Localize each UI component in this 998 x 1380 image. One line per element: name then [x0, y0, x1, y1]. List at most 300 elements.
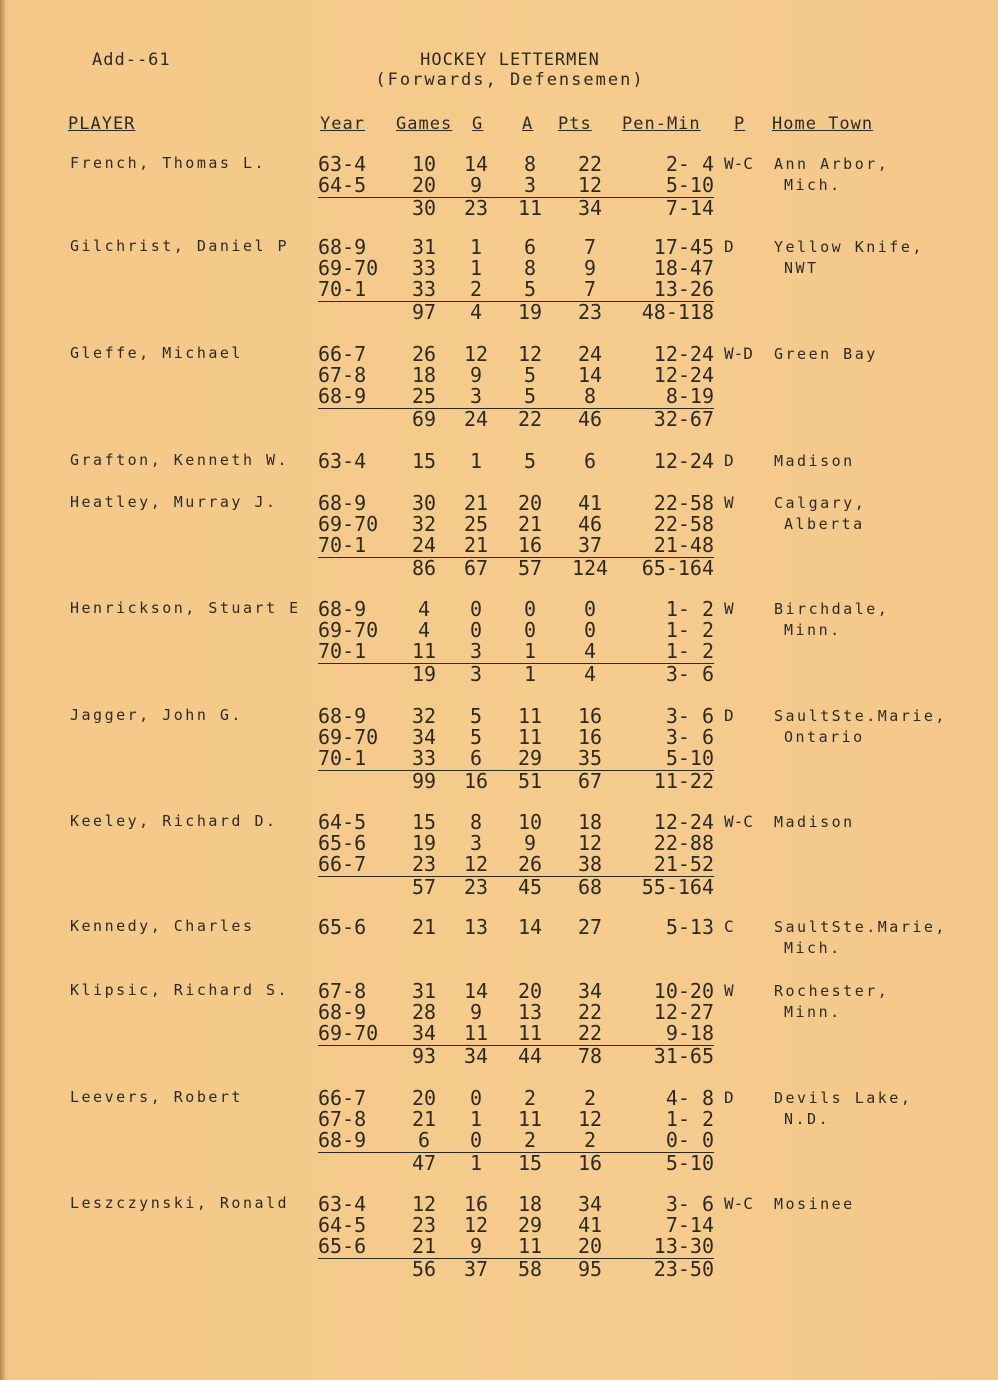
games-cell: 34 — [411, 725, 437, 749]
home-town-line-1: Madison — [774, 813, 855, 831]
penalty-minutes-cell: 5-13 — [665, 915, 714, 939]
column-header-games: Games — [396, 114, 453, 134]
assists-cell: 13 — [517, 1000, 543, 1024]
player-position: D — [724, 706, 734, 725]
games-cell: 18 — [411, 363, 437, 387]
player-position: C — [724, 917, 734, 936]
assists-cell: 1 — [523, 639, 537, 663]
season-row — [0, 386, 998, 407]
season-row — [0, 1215, 998, 1236]
total-penalty-minutes-cell: 11-22 — [653, 769, 714, 793]
assists-cell: 2 — [523, 1086, 537, 1110]
penalty-minutes-cell: 8-19 — [665, 384, 714, 408]
assists-cell: 9 — [523, 831, 537, 855]
penalty-minutes-cell: 21-52 — [653, 852, 714, 876]
total-assists-cell: 58 — [517, 1257, 543, 1281]
penalty-minutes-cell: 3- 6 — [665, 725, 714, 749]
player-position: D — [724, 237, 734, 256]
home-town-line-2: Ontario — [784, 728, 865, 746]
games-cell: 4 — [417, 597, 431, 621]
season-year: 69-70 — [318, 725, 379, 749]
penalty-minutes-cell: 12-24 — [653, 810, 714, 834]
season-row — [0, 344, 998, 365]
games-cell: 33 — [411, 746, 437, 770]
penalty-minutes-cell: 18-47 — [653, 256, 714, 280]
total-games-cell: 86 — [411, 556, 437, 580]
player-entry — [0, 599, 998, 689]
season-row — [0, 154, 998, 175]
points-cell: 16 — [577, 704, 603, 728]
points-cell: 22 — [577, 1021, 603, 1045]
season-row — [0, 812, 998, 833]
season-year: 63-4 — [318, 152, 367, 176]
assists-cell: 11 — [517, 704, 543, 728]
player-name: Keeley, Richard D. — [70, 812, 278, 830]
season-row — [0, 1236, 998, 1257]
season-year: 69-70 — [318, 1021, 379, 1045]
season-row — [0, 833, 998, 854]
total-assists-cell: 1 — [523, 662, 537, 686]
player-name: Gilchrist, Daniel P — [70, 237, 290, 255]
season-row — [0, 1088, 998, 1109]
player-name: Henrickson, Stuart E — [70, 599, 301, 617]
games-cell: 21 — [411, 1107, 437, 1131]
column-header-position: P — [734, 114, 746, 134]
games-cell: 20 — [411, 1086, 437, 1110]
points-cell: 20 — [577, 1234, 603, 1258]
player-position: W-C — [724, 1194, 753, 1213]
total-games-cell: 97 — [411, 300, 437, 324]
home-town-line-1: Mosinee — [774, 1195, 855, 1213]
home-town-line-1: Calgary, — [774, 494, 867, 512]
season-row — [0, 535, 998, 556]
goals-cell: 11 — [463, 1021, 489, 1045]
player-name: Jagger, John G. — [70, 706, 243, 724]
total-penalty-minutes-cell: 32-67 — [653, 407, 714, 431]
player-position: W-D — [724, 344, 753, 363]
assists-cell: 26 — [517, 852, 543, 876]
points-cell: 2 — [583, 1128, 597, 1152]
goals-cell: 3 — [469, 639, 483, 663]
assists-cell: 10 — [517, 810, 543, 834]
games-cell: 15 — [411, 810, 437, 834]
column-header-assists: A — [522, 114, 534, 134]
season-row — [0, 258, 998, 279]
assists-cell: 20 — [517, 491, 543, 515]
total-points-cell: 124 — [571, 556, 609, 580]
total-games-cell: 57 — [411, 875, 437, 899]
season-row — [0, 981, 998, 1002]
goals-cell: 12 — [463, 852, 489, 876]
season-year: 64-5 — [318, 1213, 367, 1237]
total-games-cell: 56 — [411, 1257, 437, 1281]
season-year: 68-9 — [318, 384, 367, 408]
total-points-cell: 46 — [577, 407, 603, 431]
points-cell: 7 — [583, 235, 597, 259]
total-points-cell: 34 — [577, 196, 603, 220]
penalty-minutes-cell: 5-10 — [665, 173, 714, 197]
total-assists-cell: 11 — [517, 196, 543, 220]
goals-cell: 5 — [469, 725, 483, 749]
season-year: 68-9 — [318, 491, 367, 515]
points-cell: 18 — [577, 810, 603, 834]
season-row — [0, 1194, 998, 1215]
points-cell: 37 — [577, 533, 603, 557]
penalty-minutes-cell: 13-30 — [653, 1234, 714, 1258]
assists-cell: 5 — [523, 363, 537, 387]
home-town-line-1: Devils Lake, — [774, 1089, 913, 1107]
total-games-cell: 99 — [411, 769, 437, 793]
season-row — [0, 175, 998, 196]
season-row — [0, 854, 998, 875]
season-year: 65-6 — [318, 915, 367, 939]
games-cell: 32 — [411, 704, 437, 728]
totals-row — [0, 769, 998, 793]
penalty-minutes-cell: 22-88 — [653, 831, 714, 855]
games-cell: 21 — [411, 1234, 437, 1258]
total-penalty-minutes-cell: 3- 6 — [665, 662, 714, 686]
home-town-line-1: Birchdale, — [774, 600, 890, 618]
games-cell: 31 — [411, 979, 437, 1003]
season-year: 67-8 — [318, 979, 367, 1003]
games-cell: 24 — [411, 533, 437, 557]
season-row — [0, 365, 998, 386]
page-subtitle: (Forwards, Defensemen) — [375, 70, 645, 90]
totals-row — [0, 1257, 998, 1281]
totals-row — [0, 300, 998, 324]
column-header-goals: G — [472, 114, 484, 134]
goals-cell: 14 — [463, 152, 489, 176]
goals-cell: 1 — [469, 1107, 483, 1131]
total-games-cell: 69 — [411, 407, 437, 431]
goals-cell: 14 — [463, 979, 489, 1003]
assists-cell: 20 — [517, 979, 543, 1003]
home-town-line-2: Minn. — [784, 621, 842, 639]
penalty-minutes-cell: 13-26 — [653, 277, 714, 301]
total-points-cell: 95 — [577, 1257, 603, 1281]
total-goals-cell: 23 — [463, 196, 489, 220]
total-goals-cell: 3 — [469, 662, 483, 686]
goals-cell: 1 — [469, 256, 483, 280]
goals-cell: 0 — [469, 1086, 483, 1110]
games-cell: 23 — [411, 1213, 437, 1237]
page-title: HOCKEY LETTERMEN — [420, 50, 600, 70]
games-cell: 15 — [411, 449, 437, 473]
season-year: 67-8 — [318, 1107, 367, 1131]
total-penalty-minutes-cell: 31-65 — [653, 1044, 714, 1068]
goals-cell: 2 — [469, 277, 483, 301]
goals-cell: 13 — [463, 915, 489, 939]
season-year: 68-9 — [318, 235, 367, 259]
total-penalty-minutes-cell: 23-50 — [653, 1257, 714, 1281]
player-position: W-C — [724, 154, 753, 173]
season-year: 65-6 — [318, 1234, 367, 1258]
season-year: 64-5 — [318, 810, 367, 834]
assists-cell: 3 — [523, 173, 537, 197]
games-cell: 20 — [411, 173, 437, 197]
points-cell: 34 — [577, 979, 603, 1003]
column-header-points: Pts — [558, 114, 592, 134]
total-goals-cell: 67 — [463, 556, 489, 580]
player-entry — [0, 812, 998, 902]
goals-cell: 0 — [469, 597, 483, 621]
penalty-minutes-cell: 10-20 — [653, 979, 714, 1003]
assists-cell: 11 — [517, 1021, 543, 1045]
games-cell: 30 — [411, 491, 437, 515]
points-cell: 12 — [577, 1107, 603, 1131]
games-cell: 32 — [411, 512, 437, 536]
games-cell: 25 — [411, 384, 437, 408]
total-points-cell: 16 — [577, 1151, 603, 1175]
season-row — [0, 917, 998, 938]
goals-cell: 25 — [463, 512, 489, 536]
home-town-line-1: Rochester, — [774, 982, 890, 1000]
penalty-minutes-cell: 22-58 — [653, 512, 714, 536]
points-cell: 7 — [583, 277, 597, 301]
points-cell: 14 — [577, 363, 603, 387]
assists-cell: 16 — [517, 533, 543, 557]
points-cell: 16 — [577, 725, 603, 749]
season-row — [0, 727, 998, 748]
season-year: 66-7 — [318, 1086, 367, 1110]
penalty-minutes-cell: 1- 2 — [665, 639, 714, 663]
total-assists-cell: 57 — [517, 556, 543, 580]
penalty-minutes-cell: 9-18 — [665, 1021, 714, 1045]
games-cell: 34 — [411, 1021, 437, 1045]
points-cell: 0 — [583, 618, 597, 642]
assists-cell: 12 — [517, 342, 543, 366]
penalty-minutes-cell: 1- 2 — [665, 1107, 714, 1131]
home-town-line-2: Mich. — [784, 176, 842, 194]
season-row — [0, 237, 998, 258]
points-cell: 9 — [583, 256, 597, 280]
points-cell: 41 — [577, 1213, 603, 1237]
points-cell: 22 — [577, 152, 603, 176]
points-cell: 8 — [583, 384, 597, 408]
games-cell: 12 — [411, 1192, 437, 1216]
penalty-minutes-cell: 7-14 — [665, 1213, 714, 1237]
goals-cell: 3 — [469, 384, 483, 408]
goals-cell: 12 — [463, 1213, 489, 1237]
points-cell: 27 — [577, 915, 603, 939]
season-year: 68-9 — [318, 1128, 367, 1152]
player-name: Gleffe, Michael — [70, 344, 243, 362]
column-header-year: Year — [320, 114, 365, 134]
player-name: Heatley, Murray J. — [70, 493, 278, 511]
player-entry — [0, 706, 998, 796]
player-entry — [0, 1088, 998, 1178]
assists-cell: 18 — [517, 1192, 543, 1216]
assists-cell: 8 — [523, 152, 537, 176]
home-town-line-1: SaultSte.Marie, — [774, 707, 947, 725]
home-town-line-2: NWT — [784, 259, 819, 277]
totals-row — [0, 407, 998, 431]
total-goals-cell: 23 — [463, 875, 489, 899]
total-assists-cell: 22 — [517, 407, 543, 431]
season-row — [0, 279, 998, 300]
player-position: W — [724, 599, 734, 618]
total-assists-cell: 45 — [517, 875, 543, 899]
player-name: Leszczynski, Ronald — [70, 1194, 290, 1212]
assists-cell: 21 — [517, 512, 543, 536]
season-year: 63-4 — [318, 1192, 367, 1216]
player-position: D — [724, 451, 734, 470]
player-name: Grafton, Kenneth W. — [70, 451, 290, 469]
assists-cell: 29 — [517, 746, 543, 770]
games-cell: 33 — [411, 256, 437, 280]
assists-cell: 5 — [523, 449, 537, 473]
penalty-minutes-cell: 3- 6 — [665, 704, 714, 728]
total-penalty-minutes-cell: 7-14 — [665, 196, 714, 220]
penalty-minutes-cell: 21-48 — [653, 533, 714, 557]
total-penalty-minutes-cell: 55-164 — [641, 875, 714, 899]
player-position: W-C — [724, 812, 753, 831]
penalty-minutes-cell: 12-27 — [653, 1000, 714, 1024]
points-cell: 24 — [577, 342, 603, 366]
season-row — [0, 493, 998, 514]
goals-cell: 1 — [469, 449, 483, 473]
home-town-line-1: Yellow Knife, — [774, 238, 924, 256]
games-cell: 19 — [411, 831, 437, 855]
total-points-cell: 67 — [577, 769, 603, 793]
player-entry — [0, 1194, 998, 1284]
goals-cell: 21 — [463, 491, 489, 515]
player-entry — [0, 344, 998, 434]
home-town-line-1: Madison — [774, 452, 855, 470]
total-points-cell: 68 — [577, 875, 603, 899]
goals-cell: 9 — [469, 363, 483, 387]
penalty-minutes-cell: 22-58 — [653, 491, 714, 515]
points-cell: 12 — [577, 831, 603, 855]
points-cell: 12 — [577, 173, 603, 197]
totals-row — [0, 662, 998, 686]
total-goals-cell: 16 — [463, 769, 489, 793]
assists-cell: 0 — [523, 597, 537, 621]
player-position: D — [724, 1088, 734, 1107]
assists-cell: 14 — [517, 915, 543, 939]
goals-cell: 5 — [469, 704, 483, 728]
games-cell: 6 — [417, 1128, 431, 1152]
season-year: 70-1 — [318, 746, 367, 770]
totals-row — [0, 1151, 998, 1175]
season-row — [0, 599, 998, 620]
goals-cell: 9 — [469, 173, 483, 197]
goals-cell: 1 — [469, 235, 483, 259]
games-cell: 28 — [411, 1000, 437, 1024]
games-cell: 31 — [411, 235, 437, 259]
home-town-line-1: Ann Arbor, — [774, 155, 890, 173]
points-cell: 35 — [577, 746, 603, 770]
points-cell: 46 — [577, 512, 603, 536]
total-points-cell: 78 — [577, 1044, 603, 1068]
column-header-player: PLAYER — [68, 114, 136, 134]
season-year: 69-70 — [318, 618, 379, 642]
points-cell: 0 — [583, 597, 597, 621]
season-year: 68-9 — [318, 1000, 367, 1024]
penalty-minutes-cell: 4- 8 — [665, 1086, 714, 1110]
season-year: 69-70 — [318, 256, 379, 280]
season-year: 68-9 — [318, 597, 367, 621]
season-year: 65-6 — [318, 831, 367, 855]
player-entry — [0, 237, 998, 327]
totals-row — [0, 875, 998, 899]
total-penalty-minutes-cell: 48-118 — [641, 300, 714, 324]
total-assists-cell: 19 — [517, 300, 543, 324]
season-row — [0, 620, 998, 641]
assists-cell: 8 — [523, 256, 537, 280]
goals-cell: 12 — [463, 342, 489, 366]
goals-cell: 21 — [463, 533, 489, 557]
total-goals-cell: 37 — [463, 1257, 489, 1281]
home-town-line-2: N.D. — [784, 1110, 831, 1128]
season-year: 70-1 — [318, 533, 367, 557]
season-row — [0, 1002, 998, 1023]
assists-cell: 0 — [523, 618, 537, 642]
season-row — [0, 514, 998, 535]
season-row — [0, 1109, 998, 1130]
season-year: 66-7 — [318, 342, 367, 366]
season-year: 67-8 — [318, 363, 367, 387]
total-games-cell: 19 — [411, 662, 437, 686]
totals-row — [0, 196, 998, 220]
home-town-line-2: Mich. — [784, 939, 842, 957]
season-year: 70-1 — [318, 639, 367, 663]
penalty-minutes-cell: 12-24 — [653, 449, 714, 473]
season-year: 69-70 — [318, 512, 379, 536]
season-year: 68-9 — [318, 704, 367, 728]
penalty-minutes-cell: 12-24 — [653, 342, 714, 366]
assists-cell: 29 — [517, 1213, 543, 1237]
points-cell: 34 — [577, 1192, 603, 1216]
goals-cell: 9 — [469, 1234, 483, 1258]
games-cell: 33 — [411, 277, 437, 301]
season-year: 63-4 — [318, 449, 367, 473]
total-goals-cell: 24 — [463, 407, 489, 431]
penalty-minutes-cell: 2- 4 — [665, 152, 714, 176]
total-goals-cell: 34 — [463, 1044, 489, 1068]
player-entry — [0, 981, 998, 1071]
assists-cell: 11 — [517, 1234, 543, 1258]
penalty-minutes-cell: 0- 0 — [665, 1128, 714, 1152]
player-name: Kennedy, Charles — [70, 917, 255, 935]
penalty-minutes-cell: 3- 6 — [665, 1192, 714, 1216]
points-cell: 22 — [577, 1000, 603, 1024]
points-cell: 6 — [583, 449, 597, 473]
home-town-line-2: Minn. — [784, 1003, 842, 1021]
season-row — [0, 748, 998, 769]
player-name: Klipsic, Richard S. — [70, 981, 290, 999]
column-header-penalty-minutes: Pen-Min — [622, 114, 701, 134]
home-town-line-1: SaultSte.Marie, — [774, 918, 947, 936]
season-row — [0, 1130, 998, 1151]
penalty-minutes-cell: 1- 2 — [665, 597, 714, 621]
player-position: W — [724, 493, 734, 512]
total-games-cell: 93 — [411, 1044, 437, 1068]
column-header-home-town: Home Town — [772, 114, 874, 134]
season-row — [0, 451, 998, 472]
points-cell: 2 — [583, 1086, 597, 1110]
games-cell: 26 — [411, 342, 437, 366]
player-entry — [0, 154, 998, 244]
assists-cell: 5 — [523, 384, 537, 408]
page-reference: Add--61 — [92, 50, 171, 70]
season-year: 66-7 — [318, 852, 367, 876]
penalty-minutes-cell: 12-24 — [653, 363, 714, 387]
total-goals-cell: 1 — [469, 1151, 483, 1175]
assists-cell: 6 — [523, 235, 537, 259]
total-assists-cell: 51 — [517, 769, 543, 793]
home-town-line-2: Alberta — [784, 515, 865, 533]
